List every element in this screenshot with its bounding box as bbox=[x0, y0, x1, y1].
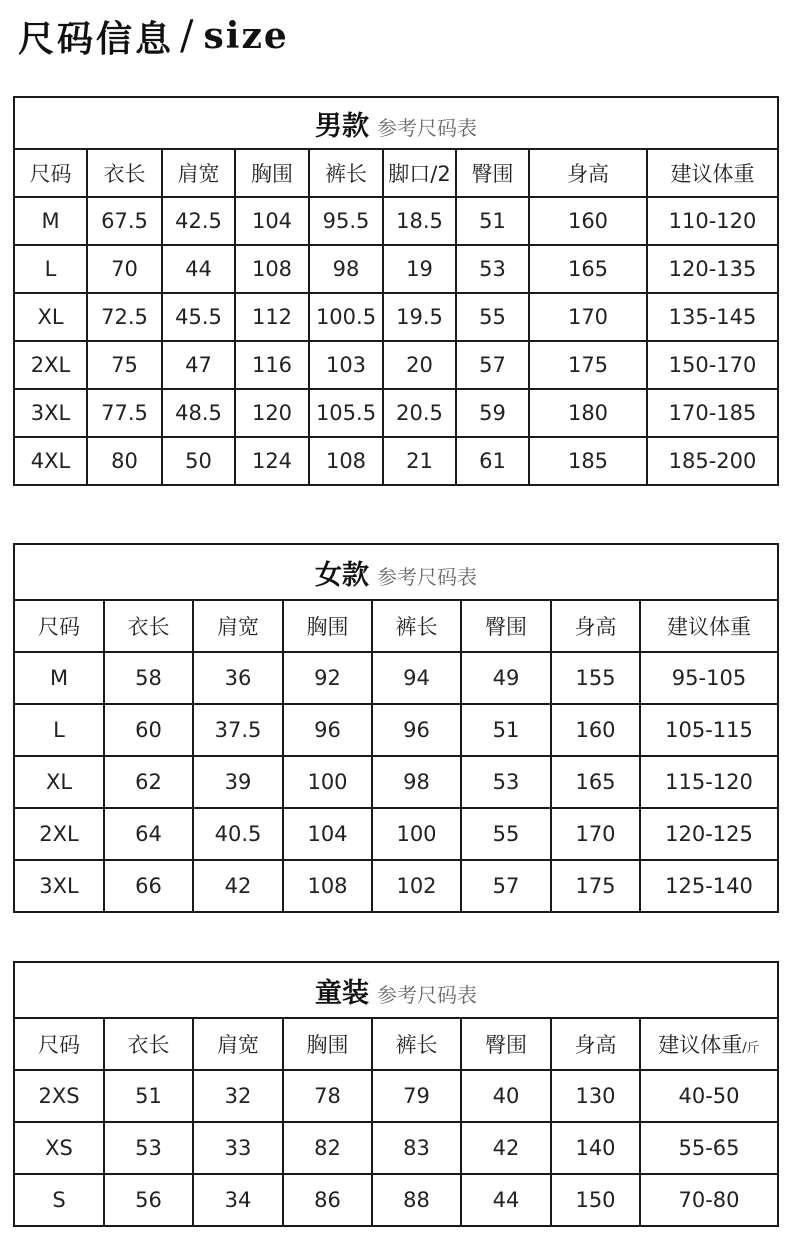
table-row bbox=[14, 341, 778, 389]
table-cell: 78 bbox=[283, 1070, 372, 1122]
table-cell: 37.5 bbox=[193, 704, 283, 756]
table-row bbox=[14, 389, 778, 437]
header-weight: 建议体重 bbox=[647, 149, 778, 197]
table-cell: 120-125 bbox=[640, 808, 778, 860]
header-height: 身高 bbox=[551, 1018, 640, 1070]
table-cell: 21 bbox=[383, 437, 456, 485]
table-cell: 79 bbox=[372, 1070, 461, 1122]
header-shoulder: 肩宽 bbox=[193, 1018, 283, 1070]
table-cell: 33 bbox=[193, 1122, 283, 1174]
table-cell: 150-170 bbox=[647, 341, 778, 389]
men-title: 男款 bbox=[315, 110, 370, 142]
table-cell: 95.5 bbox=[309, 197, 383, 245]
table-cell: 86 bbox=[283, 1174, 372, 1226]
table-cell: 40 bbox=[461, 1070, 551, 1122]
table-cell: 108 bbox=[235, 245, 309, 293]
table-row bbox=[14, 1070, 778, 1122]
table-cell: 125-140 bbox=[640, 860, 778, 912]
table-row bbox=[14, 245, 778, 293]
table-cell: 72.5 bbox=[87, 293, 162, 341]
table-cell: 105.5 bbox=[309, 389, 383, 437]
table-cell: M bbox=[14, 197, 87, 245]
table-cell: 120-135 bbox=[647, 245, 778, 293]
table-row bbox=[14, 860, 778, 912]
header-size: 尺码 bbox=[14, 1018, 104, 1070]
table-cell: 42 bbox=[193, 860, 283, 912]
kids-header-row bbox=[14, 1018, 778, 1070]
table-cell: 115-120 bbox=[640, 756, 778, 808]
women-header-row bbox=[14, 600, 778, 652]
header-height: 身高 bbox=[551, 600, 640, 652]
header-shoulder: 肩宽 bbox=[193, 600, 283, 652]
table-cell: 19.5 bbox=[383, 293, 456, 341]
table-cell: 135-145 bbox=[647, 293, 778, 341]
header-hem: 脚口/2 bbox=[383, 149, 456, 197]
table-cell: 55 bbox=[461, 808, 551, 860]
table-cell: 80 bbox=[87, 437, 162, 485]
table-cell: 3XL bbox=[14, 860, 104, 912]
table-cell: 160 bbox=[529, 197, 647, 245]
table-cell: M bbox=[14, 652, 104, 704]
table-cell: 55 bbox=[456, 293, 529, 341]
kids-title: 童装 bbox=[315, 977, 369, 1009]
header-length: 衣长 bbox=[104, 600, 193, 652]
header-hip: 臀围 bbox=[456, 149, 529, 197]
table-cell: 51 bbox=[104, 1070, 193, 1122]
header-shoulder: 肩宽 bbox=[162, 149, 235, 197]
table-cell: XL bbox=[14, 293, 87, 341]
table-cell: 49 bbox=[461, 652, 551, 704]
page-title-english: size bbox=[203, 15, 289, 57]
kids-table-title bbox=[14, 962, 778, 1018]
header-hip: 臀围 bbox=[461, 600, 551, 652]
table-cell: 150 bbox=[551, 1174, 640, 1226]
table-cell: 112 bbox=[235, 293, 309, 341]
header-weight: 建议体重 bbox=[640, 600, 778, 652]
table-row bbox=[14, 197, 778, 245]
table-cell: 165 bbox=[551, 756, 640, 808]
table-cell: 140 bbox=[551, 1122, 640, 1174]
table-cell: 170 bbox=[551, 808, 640, 860]
header-size: 尺码 bbox=[14, 149, 87, 197]
header-hip: 臀围 bbox=[461, 1018, 551, 1070]
page-heading bbox=[18, 8, 289, 64]
table-cell: 20 bbox=[383, 341, 456, 389]
table-cell: 130 bbox=[551, 1070, 640, 1122]
table-cell: 53 bbox=[456, 245, 529, 293]
table-cell: 42.5 bbox=[162, 197, 235, 245]
table-cell: 2XS bbox=[14, 1070, 104, 1122]
table-cell: 58 bbox=[104, 652, 193, 704]
men-table-title bbox=[14, 97, 778, 149]
table-cell: 60 bbox=[104, 704, 193, 756]
table-cell: 53 bbox=[461, 756, 551, 808]
table-cell: 94 bbox=[372, 652, 461, 704]
women-table-title bbox=[14, 544, 778, 600]
table-cell: 175 bbox=[529, 341, 647, 389]
table-cell: S bbox=[14, 1174, 104, 1226]
table-cell: 3XL bbox=[14, 389, 87, 437]
table-cell: 57 bbox=[461, 860, 551, 912]
table-cell: 62 bbox=[104, 756, 193, 808]
header-chest: 胸围 bbox=[283, 600, 372, 652]
table-row bbox=[14, 293, 778, 341]
table-cell: 18.5 bbox=[383, 197, 456, 245]
table-cell: 108 bbox=[309, 437, 383, 485]
table-cell: 96 bbox=[283, 704, 372, 756]
header-length: 衣长 bbox=[104, 1018, 193, 1070]
table-cell: 170-185 bbox=[647, 389, 778, 437]
table-cell: 19 bbox=[383, 245, 456, 293]
table-cell: 108 bbox=[283, 860, 372, 912]
table-cell: 110-120 bbox=[647, 197, 778, 245]
table-row bbox=[14, 808, 778, 860]
table-cell: 104 bbox=[283, 808, 372, 860]
table-row bbox=[14, 704, 778, 756]
table-cell: 67.5 bbox=[87, 197, 162, 245]
table-cell: 4XL bbox=[14, 437, 87, 485]
header-pants-length: 裤长 bbox=[372, 1018, 461, 1070]
table-cell: 51 bbox=[461, 704, 551, 756]
table-cell: 59 bbox=[456, 389, 529, 437]
women-title: 女款 bbox=[315, 559, 369, 591]
table-cell: 57 bbox=[456, 341, 529, 389]
table-cell: 160 bbox=[551, 704, 640, 756]
table-cell: 70-80 bbox=[640, 1174, 778, 1226]
table-cell: 100.5 bbox=[309, 293, 383, 341]
header-length: 衣长 bbox=[87, 149, 162, 197]
table-cell: 45.5 bbox=[162, 293, 235, 341]
kids-size-table bbox=[13, 961, 779, 1227]
table-cell: 185 bbox=[529, 437, 647, 485]
table-cell: 98 bbox=[309, 245, 383, 293]
table-cell: 70 bbox=[87, 245, 162, 293]
table-cell: 20.5 bbox=[383, 389, 456, 437]
table-cell: 98 bbox=[372, 756, 461, 808]
table-cell: L bbox=[14, 245, 87, 293]
kids-subtitle: 参考尺码表 bbox=[377, 982, 477, 1007]
table-row bbox=[14, 1122, 778, 1174]
table-cell: 102 bbox=[372, 860, 461, 912]
table-cell: 124 bbox=[235, 437, 309, 485]
table-row bbox=[14, 437, 778, 485]
header-weight bbox=[640, 1018, 778, 1070]
table-cell: 96 bbox=[372, 704, 461, 756]
table-cell: 82 bbox=[283, 1122, 372, 1174]
table-cell: 61 bbox=[456, 437, 529, 485]
table-cell: 42 bbox=[461, 1122, 551, 1174]
table-cell: 185-200 bbox=[647, 437, 778, 485]
table-cell: 40-50 bbox=[640, 1070, 778, 1122]
table-cell: 2XL bbox=[14, 341, 87, 389]
table-cell: 51 bbox=[456, 197, 529, 245]
table-cell: 165 bbox=[529, 245, 647, 293]
weight-unit: /斤 bbox=[742, 1041, 760, 1056]
page-title: 尺码信息 bbox=[18, 18, 175, 60]
table-cell: 53 bbox=[104, 1122, 193, 1174]
table-cell: 104 bbox=[235, 197, 309, 245]
table-cell: 50 bbox=[162, 437, 235, 485]
table-row bbox=[14, 652, 778, 704]
table-row bbox=[14, 1174, 778, 1226]
table-cell: 103 bbox=[309, 341, 383, 389]
table-cell: 105-115 bbox=[640, 704, 778, 756]
header-height: 身高 bbox=[529, 149, 647, 197]
header-size: 尺码 bbox=[14, 600, 104, 652]
table-cell: 170 bbox=[529, 293, 647, 341]
table-cell: 55-65 bbox=[640, 1122, 778, 1174]
table-cell: L bbox=[14, 704, 104, 756]
table-cell: 34 bbox=[193, 1174, 283, 1226]
table-cell: 155 bbox=[551, 652, 640, 704]
table-cell: 77.5 bbox=[87, 389, 162, 437]
table-cell: 44 bbox=[162, 245, 235, 293]
table-cell: 64 bbox=[104, 808, 193, 860]
title-slash: / bbox=[180, 13, 194, 59]
table-cell: 75 bbox=[87, 341, 162, 389]
table-cell: 2XL bbox=[14, 808, 104, 860]
table-cell: 36 bbox=[193, 652, 283, 704]
header-weight-label: 建议体重 bbox=[658, 1033, 743, 1057]
table-cell: 92 bbox=[283, 652, 372, 704]
women-subtitle: 参考尺码表 bbox=[377, 564, 477, 589]
table-cell: 120 bbox=[235, 389, 309, 437]
women-size-table bbox=[13, 543, 779, 913]
table-cell: 66 bbox=[104, 860, 193, 912]
table-row bbox=[14, 756, 778, 808]
men-size-table bbox=[13, 96, 779, 486]
men-subtitle: 参考尺码表 bbox=[377, 115, 478, 140]
table-cell: 175 bbox=[551, 860, 640, 912]
table-cell: 32 bbox=[193, 1070, 283, 1122]
table-cell: 116 bbox=[235, 341, 309, 389]
table-cell: 95-105 bbox=[640, 652, 778, 704]
table-cell: 88 bbox=[372, 1174, 461, 1226]
table-cell: 48.5 bbox=[162, 389, 235, 437]
header-chest: 胸围 bbox=[283, 1018, 372, 1070]
table-cell: 180 bbox=[529, 389, 647, 437]
men-header-row bbox=[14, 149, 778, 197]
header-chest: 胸围 bbox=[235, 149, 309, 197]
table-cell: 56 bbox=[104, 1174, 193, 1226]
table-cell: 100 bbox=[372, 808, 461, 860]
table-cell: XL bbox=[14, 756, 104, 808]
table-cell: XS bbox=[14, 1122, 104, 1174]
table-cell: 47 bbox=[162, 341, 235, 389]
table-cell: 44 bbox=[461, 1174, 551, 1226]
table-cell: 40.5 bbox=[193, 808, 283, 860]
header-pants-length: 裤长 bbox=[372, 600, 461, 652]
table-cell: 100 bbox=[283, 756, 372, 808]
table-cell: 83 bbox=[372, 1122, 461, 1174]
table-cell: 39 bbox=[193, 756, 283, 808]
header-pants-length: 裤长 bbox=[309, 149, 383, 197]
